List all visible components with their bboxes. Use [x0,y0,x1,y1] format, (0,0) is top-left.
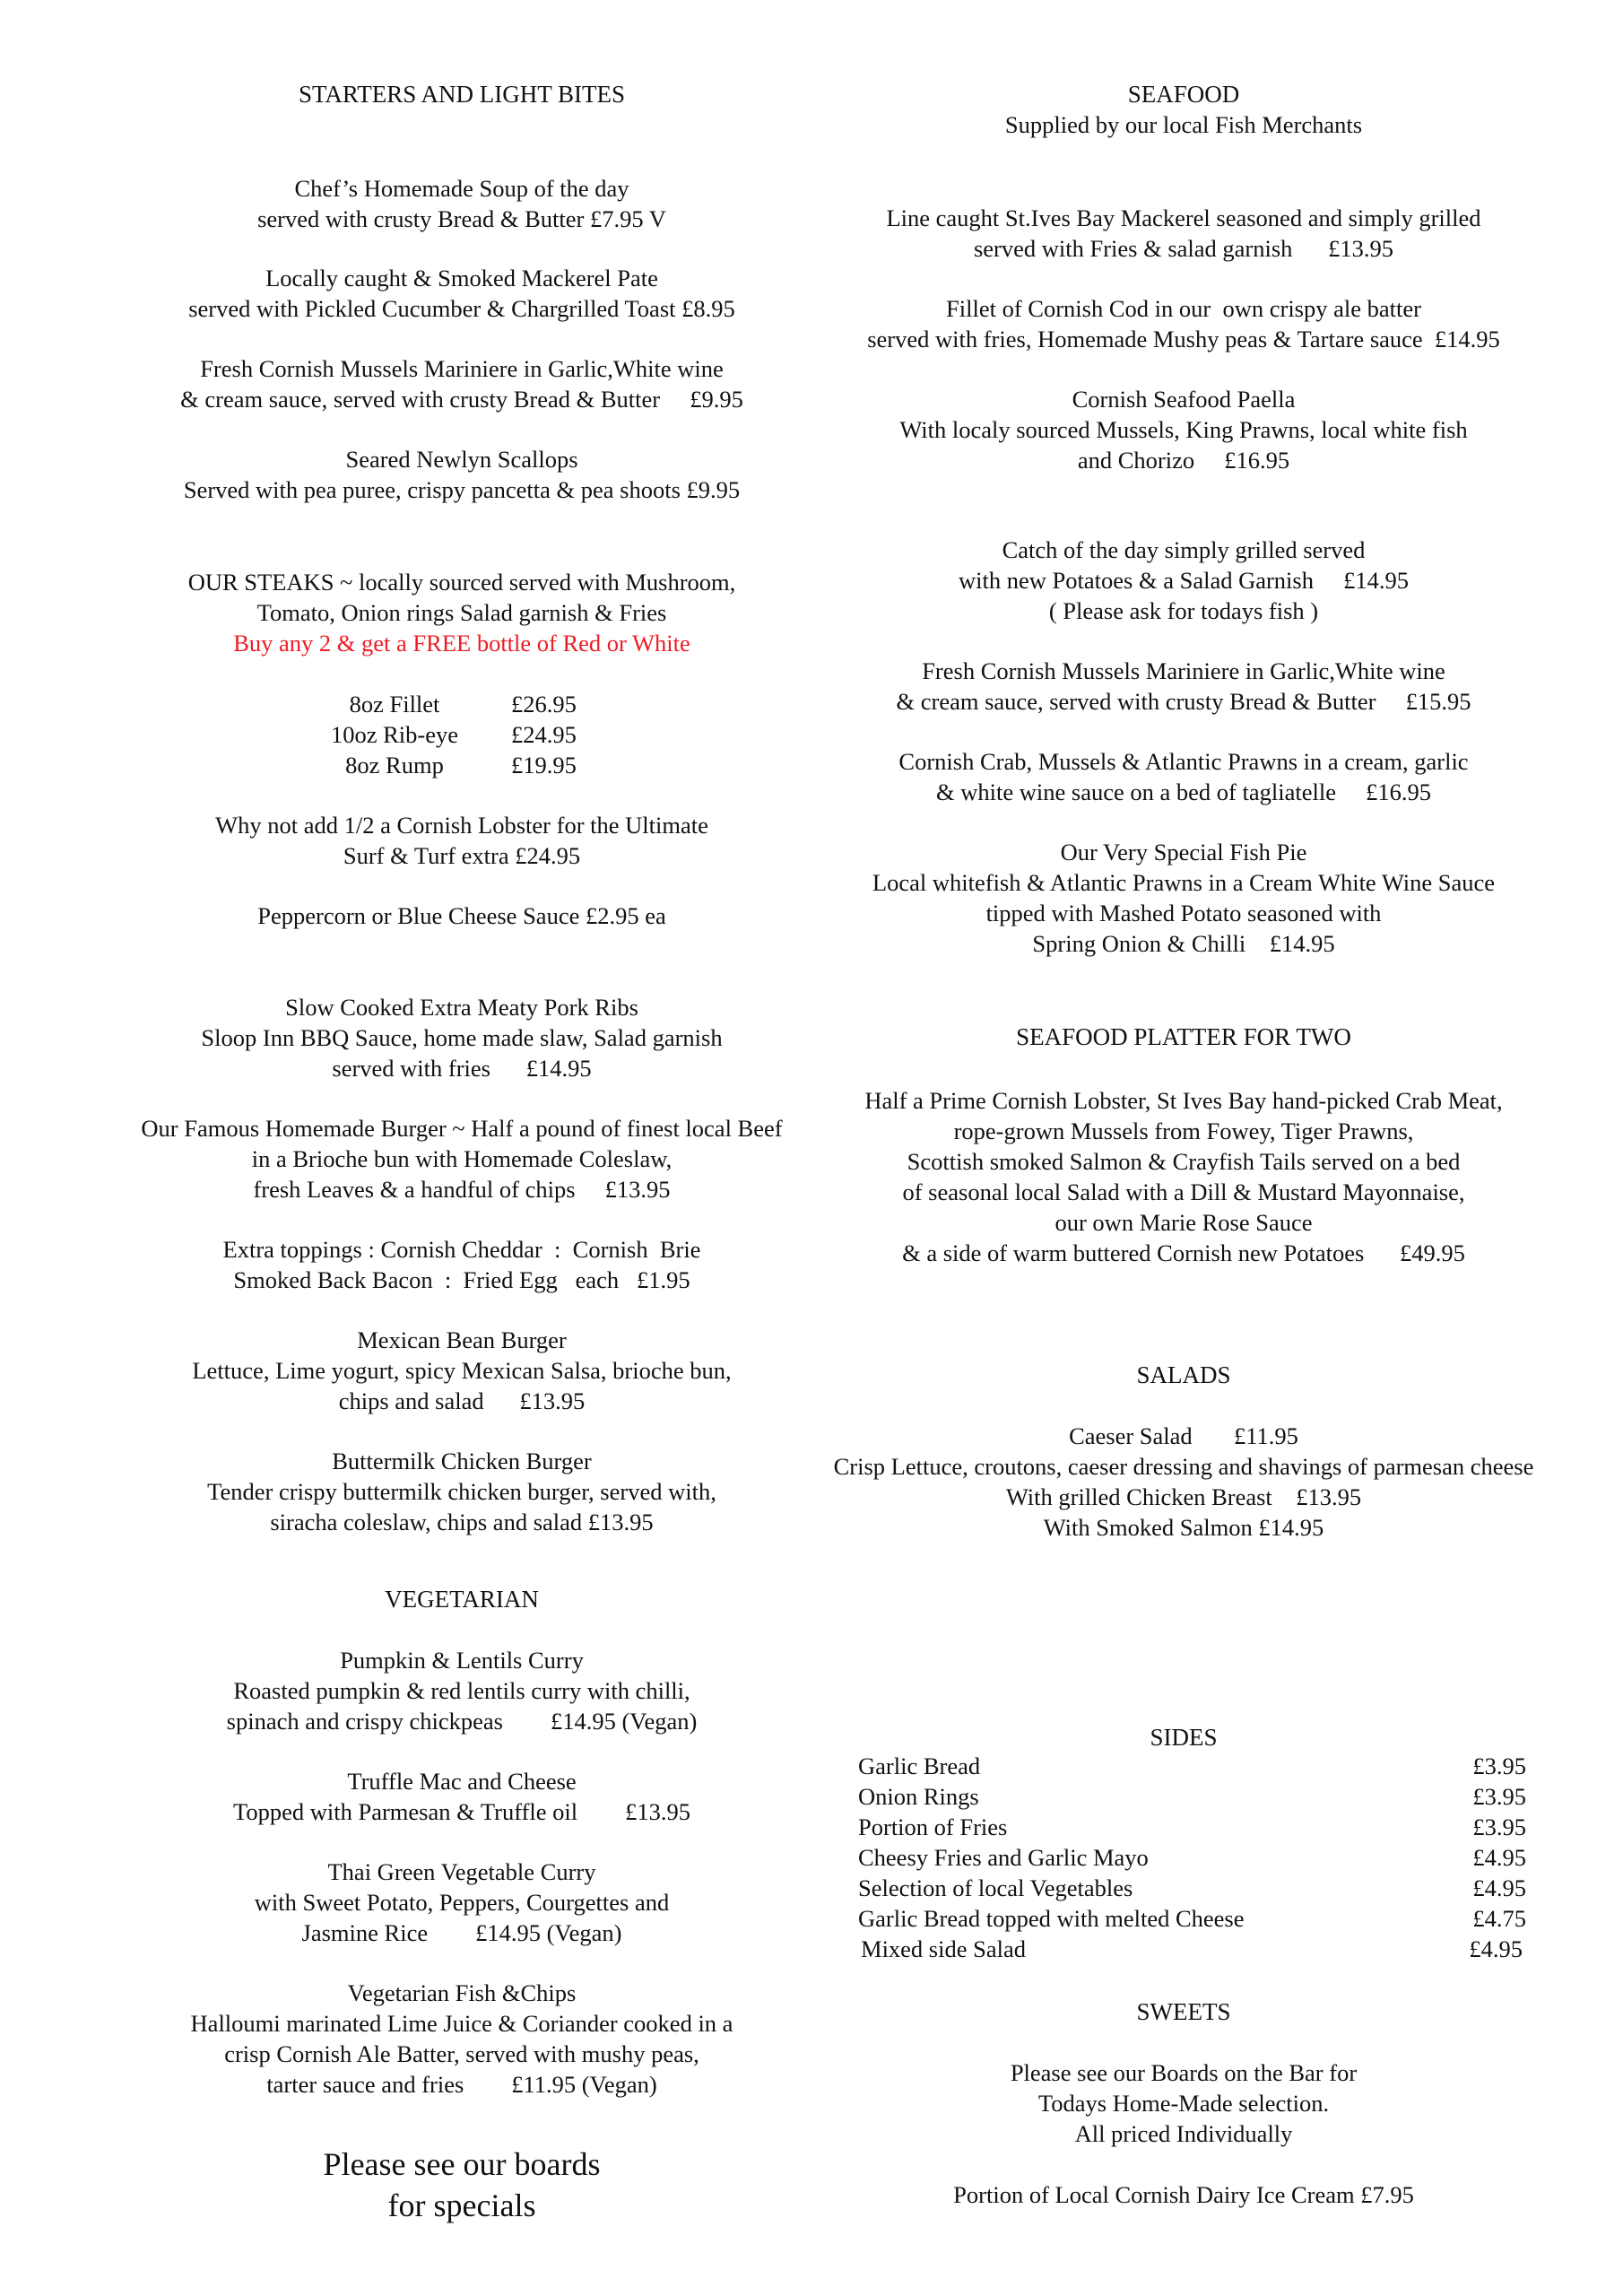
side-row [858,1751,1526,1781]
menu-item-mackerel-grilled [807,203,1560,264]
menu-item-catch-of-the-day [807,535,1560,626]
item-description: With localy sourced Mussels, King Prawns, local white fish [899,416,1468,443]
item-description: & a side of warm buttered Cornish new Potatoes £49.95 [902,1239,1465,1266]
item-description: Sloop Inn BBQ Sauce, home made slaw, Salad garnish [201,1024,723,1051]
item-description: tarter sauce and fries £11.95 (Vegan) [266,2071,657,2098]
item-description: in a Brioche bun with Homemade Coleslaw, [251,1145,673,1172]
item-title: Line caught St.Ives Bay Mackerel seasoned and simply grilled [886,204,1481,231]
menu-item-seafood-platter [807,1085,1560,1268]
item-description: siracha coleslaw, chips and salad £13.95 [270,1509,654,1535]
side-price: £3.95 [1472,1752,1526,1779]
steak-name: 8oz Fillet [349,691,440,718]
item-description: Smoked Back Bacon : Fried Egg each £1.95 [233,1266,690,1293]
side-name: Cheesy Fries and Garlic Mayo [858,1844,1149,1871]
section-title: SIDES [1150,1724,1218,1751]
item-description: and Chorizo £16.95 [1077,447,1290,474]
item-description: served with Pickled Cucumber & Chargrilled Toast £8.95 [188,295,735,322]
specials-line: Please see our boards [323,2146,601,2182]
menu-item-cornish-cod [807,293,1560,354]
menu-item-caesar-salad [807,1421,1560,1543]
menu-item-homemade-burger [90,1113,834,1205]
item-title: Catch of the day simply grilled served [1002,536,1366,563]
item-title: Fresh Cornish Mussels Mariniere in Garlic,White wine [200,355,724,382]
item-title: Cornish Crab, Mussels & Atlantic Prawns in a cream, garlic [898,748,1469,775]
steaks-intro-line: OUR STEAKS ~ locally sourced served with Mushroom, [187,569,736,596]
side-name: Portion of Fries [858,1813,1008,1840]
item-description: Roasted pumpkin & red lentils curry with chilli, [233,1677,690,1704]
sweets-line: All priced Individually [1074,2120,1293,2147]
section-title: STARTERS AND LIGHT BITES [299,81,625,108]
specials-note [90,2144,834,2226]
menu-item-ice-cream [807,2179,1560,2210]
item-description: Jasmine Rice £14.95 (Vegan) [301,1919,622,1946]
menu-item-buttermilk-chicken-burger [90,1446,834,1537]
sides-heading [807,1722,1560,1752]
steak-price: £26.95 [511,691,577,718]
side-price: £3.95 [1472,1813,1526,1840]
item-title: Portion of Local Cornish Dairy Ice Cream £7.95 [953,2181,1414,2208]
menu-item-thai-green-curry [90,1857,834,1948]
side-name: Garlic Bread topped with melted Cheese [858,1905,1245,1932]
side-row [858,1842,1526,1873]
item-description: Crisp Lettuce, croutons, caeser dressing and shavings of parmesan cheese [833,1453,1534,1480]
item-description: Extra toppings : Cornish Cheddar : Cornish Brie [222,1236,701,1263]
item-description: ( Please ask for todays fish ) [1048,597,1319,624]
platter-heading [807,1022,1560,1052]
item-description: & cream sauce, served with crusty Bread & Butter £9.95 [180,386,743,413]
item-description: served with fries, Homemade Mushy peas & Tartare sauce £14.95 [867,326,1500,352]
item-title: Truffle Mac and Cheese [347,1768,577,1795]
item-title: Our Very Special Fish Pie [1060,839,1307,865]
steak-price: £19.95 [511,752,577,778]
item-option: With grilled Chicken Breast £13.95 [1005,1483,1362,1510]
section-title: SALADS [1136,1361,1231,1388]
salads-heading [807,1360,1560,1390]
menu-item-scallops [90,444,834,505]
item-description: & white wine sauce on a bed of tagliatelle £16.95 [936,778,1431,805]
item-description: Scottish smoked Salmon & Crayfish Tails served on a bed [907,1148,1461,1175]
item-description: served with Fries & salad garnish £13.95 [973,235,1394,262]
steaks-intro [90,567,834,658]
section-title: VEGETARIAN [385,1586,539,1613]
item-description: our own Marie Rose Sauce [1055,1209,1313,1236]
sweets-note [807,2057,1560,2149]
starters-heading [90,79,834,109]
item-description: Local whitefish & Atlantic Prawns in a Cream White Wine Sauce [872,869,1496,896]
item-description: with new Potatoes & a Salad Garnish £14.95 [959,567,1409,594]
side-row [858,1934,1526,1964]
side-name: Onion Rings [858,1783,979,1810]
side-price: £4.95 [1472,1874,1526,1901]
item-description: Topped with Parmesan & Truffle oil £13.95 [233,1798,690,1825]
side-price: £4.95 [1472,1844,1526,1871]
menu-item-truffle-mac [90,1766,834,1827]
item-description: served with crusty Bread & Butter £7.95 V [257,205,666,232]
steak-name: 8oz Rump [345,752,444,778]
steak-price: £24.95 [511,721,577,748]
steak-row [90,750,834,780]
item-title: Pumpkin & Lentils Curry [340,1647,584,1674]
item-description: spinach and crispy chickpeas £14.95 (Vegan) [226,1708,698,1735]
left-column [90,0,834,2296]
surf-and-turf [90,810,834,871]
menu-item-mussels-starter [90,353,834,414]
steak-name: 10oz Rib-eye [330,721,459,748]
side-price: £4.95 [1469,1935,1523,1962]
menu-item-soup [90,173,834,234]
surf-turf-line: Why not add 1/2 a Cornish Lobster for the Ultimate [215,812,708,839]
menu-item-pumpkin-curry [90,1645,834,1736]
side-name: Selection of local Vegetables [858,1874,1133,1901]
section-title: SWEETS [1136,1998,1231,2025]
side-row [858,1812,1526,1842]
item-description: Half a Prime Cornish Lobster, St Ives Bay hand-picked Crab Meat, [864,1087,1503,1114]
sauce-line: Peppercorn or Blue Cheese Sauce £2.95 ea [257,902,666,929]
item-title: Locally caught & Smoked Mackerel Pate [265,265,658,291]
item-title: Our Famous Homemade Burger ~ Half a pound of finest local Beef [141,1115,783,1142]
item-title: Mexican Bean Burger [357,1326,567,1353]
menu-item-fish-pie [807,837,1560,959]
item-title: Fillet of Cornish Cod in our own crispy ale batter [946,295,1421,322]
side-price: £4.75 [1472,1905,1526,1932]
item-description: tipped with Mashed Potato seasoned with [985,900,1382,926]
sweets-line: Todays Home-Made selection. [1037,2090,1330,2117]
item-description: Halloumi marinated Lime Juice & Coriander cooked in a [190,2010,733,2037]
item-description: of seasonal local Salad with a Dill & Mustard Mayonnaise, [902,1178,1465,1205]
item-title: Thai Green Vegetable Curry [327,1858,596,1885]
menu-item-mussels-main [807,656,1560,717]
section-title: SEAFOOD [1127,81,1240,108]
menu-item-vegetarian-fish-chips [90,1978,834,2100]
steak-row [90,719,834,750]
menu-item-pork-ribs [90,992,834,1083]
item-description: Lettuce, Lime yogurt, spicy Mexican Salsa, brioche bun, [192,1357,732,1384]
item-description: fresh Leaves & a handful of chips £13.95 [253,1176,671,1203]
item-title: Vegetarian Fish &Chips [347,1979,577,2006]
side-row [858,1903,1526,1934]
item-description: Spring Onion & Chilli £14.95 [1032,930,1335,957]
item-description: with Sweet Potato, Peppers, Courgettes and [254,1889,670,1916]
specials-line: for specials [387,2187,536,2223]
steak-cuts-list [90,689,834,780]
item-description: & cream sauce, served with crusty Bread & Butter £15.95 [896,688,1471,715]
side-row [858,1781,1526,1812]
item-title: Chef’s Homemade Soup of the day [294,175,629,202]
item-title: Cornish Seafood Paella [1072,386,1296,413]
side-name: Garlic Bread [858,1752,981,1779]
steaks-intro-line: Tomato, Onion rings Salad garnish & Fries [256,599,667,626]
item-description: chips and salad £13.95 [338,1387,586,1414]
item-description: rope-grown Mussels from Fowey, Tiger Prawns, [953,1118,1414,1144]
sweets-heading [807,1996,1560,2027]
menu-item-crab-tagliatelle [807,746,1560,807]
item-description: crisp Cornish Ale Batter, served with mushy peas, [224,2040,699,2067]
item-title: Caeser Salad £11.95 [1069,1422,1298,1449]
steaks-promo: Buy any 2 & get a FREE bottle of Red or White [233,630,690,657]
side-price: £3.95 [1472,1783,1526,1810]
side-name: Mixed side Salad [861,1935,1026,1962]
item-description: served with fries £14.95 [332,1055,592,1082]
sweets-line: Please see our Boards on the Bar for [1010,2059,1358,2086]
item-option: With Smoked Salmon £14.95 [1043,1514,1324,1541]
burger-extra-toppings [90,1234,834,1295]
section-subtitle: Supplied by our local Fish Merchants [1004,111,1363,138]
menu-item-seafood-paella [807,384,1560,475]
side-row [858,1873,1526,1903]
item-title: Slow Cooked Extra Meaty Pork Ribs [285,994,638,1021]
item-description: Served with pea puree, crispy pancetta & pea shoots £9.95 [183,476,741,503]
seafood-heading [807,79,1560,140]
steak-row [90,689,834,719]
sides-list [858,1751,1526,1964]
vegetarian-heading [90,1584,834,1614]
item-title: Seared Newlyn Scallops [345,446,578,473]
menu-item-mexican-bean-burger [90,1325,834,1416]
menu-item-mackerel-pate [90,263,834,324]
item-title: Fresh Cornish Mussels Mariniere in Garlic,White wine [922,657,1445,684]
item-title: Buttermilk Chicken Burger [332,1448,592,1474]
item-description: Tender crispy buttermilk chicken burger, served with, [207,1478,716,1505]
surf-turf-line: Surf & Turf extra £24.95 [343,842,581,869]
section-title: SEAFOOD PLATTER FOR TWO [1016,1023,1351,1050]
steak-sauce [90,900,834,931]
